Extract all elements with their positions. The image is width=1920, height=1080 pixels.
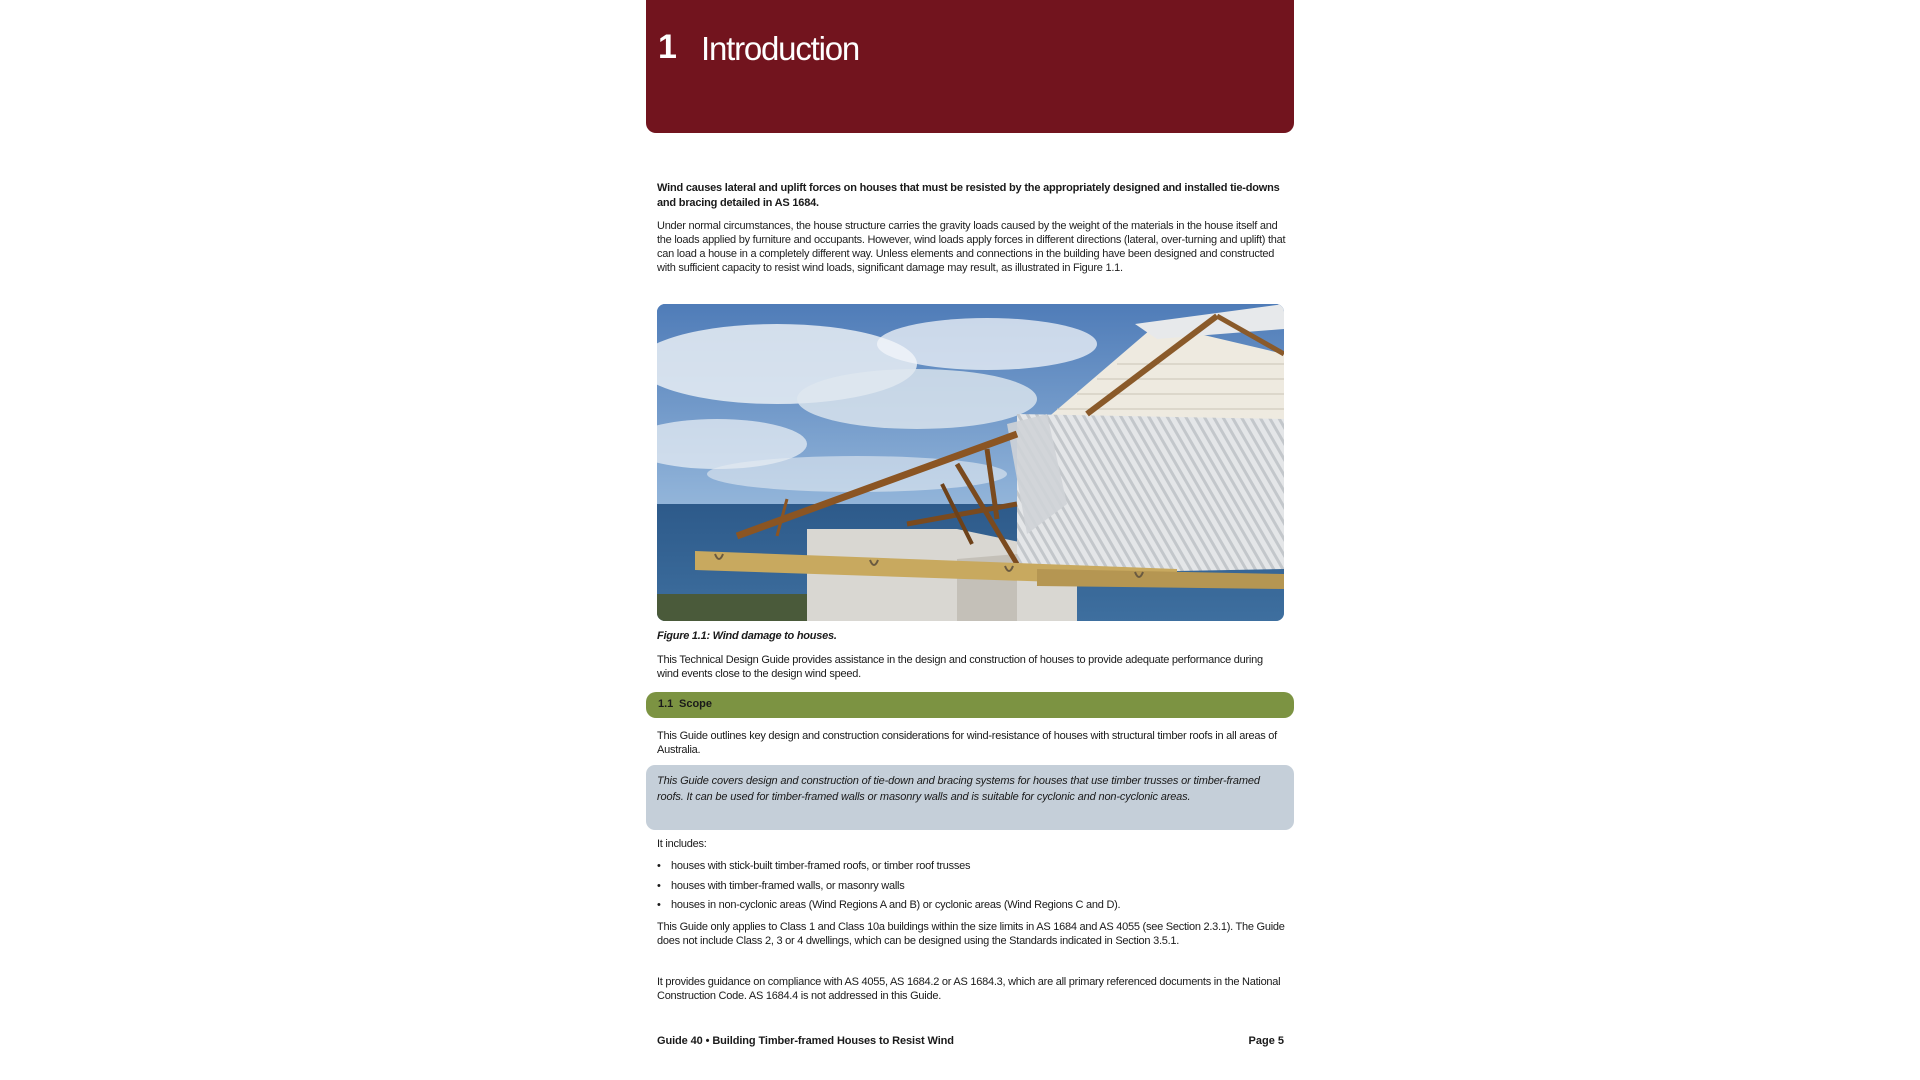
chapter-banner: [646, 0, 1294, 133]
scope-note-text: This Guide covers design and construction of tie-down and bracing systems for houses that use timber trusses or timber-framed roofs. It can be used for timber-framed walls or masonry walls and is suitable for cyclonic and non-cyclonic areas.: [657, 775, 1260, 803]
wind-damage-photo: [657, 304, 1284, 621]
chapter-title: Introduction: [701, 30, 860, 67]
section-heading-bar: [646, 692, 1294, 718]
document-page: [646, 0, 1294, 1080]
list-item: • houses with timber-framed walls, or masonry walls: [657, 879, 1287, 899]
chapter-number: 1: [658, 28, 676, 66]
includes-list: [657, 859, 1287, 918]
includes-label: It includes:: [657, 838, 707, 850]
scope-note-box: [646, 765, 1294, 830]
list-item: • houses with stick-built timber-framed roofs, or timber roof trusses: [657, 859, 1287, 879]
compliance-paragraph: It provides guidance on compliance with AS 4055, AS 1684.2 or AS 1684.3, which are all primary referenced documents in the National Construction Code. AS 1684.4 is not addressed in this Guide.: [657, 976, 1281, 1002]
scope-paragraph: This Guide outlines key design and construction considerations for wind-resistance of houses with structural timber roofs in all areas of Australia.: [657, 730, 1277, 756]
page-number: Page 5: [1248, 1035, 1284, 1047]
list-item: • houses in non-cyclonic areas (Wind Regions A and B) or cyclonic areas (Wind Regions C and D).: [657, 898, 1287, 918]
wind-damage-illustration: [657, 304, 1284, 621]
footer-guide-title: Guide 40 • Building Timber-framed Houses to Resist Wind: [657, 1035, 954, 1047]
intro-lead: Wind causes lateral and uplift forces on houses that must be resisted by the appropriately designed and installed tie-downs and bracing detailed in AS 1684.: [657, 182, 1280, 209]
figure-caption: Figure 1.1: Wind damage to houses.: [657, 630, 837, 642]
intro-paragraph: Under normal circumstances, the house structure carries the gravity loads caused by the weight of the materials in the house itself and the loads applied by furniture and occupants. However, wind loads apply forces in different directions (lateral, over-turning and uplift) that can load a house in a completely different way. Unless elements and connections in the building have been designed and constructed with sufficient capacity to resist wind loads, significant damage may result, as illustrated in Figure 1.1.: [657, 220, 1286, 274]
class-limits-paragraph: This Guide only applies to Class 1 and Class 10a buildings within the size limits in AS 1684 and AS 4055 (see Section 2.3.1). The Guide does not include Class 2, 3 or 4 dwellings, which can be designed using the Standards indicated in Section 3.5.1.: [657, 921, 1285, 947]
section-title: Scope: [679, 698, 713, 710]
guide-purpose-paragraph: This Technical Design Guide provides assistance in the design and construction of houses to provide adequate performance during wind events close to the design wind speed.: [657, 654, 1263, 680]
section-number: 1.1: [658, 698, 674, 710]
